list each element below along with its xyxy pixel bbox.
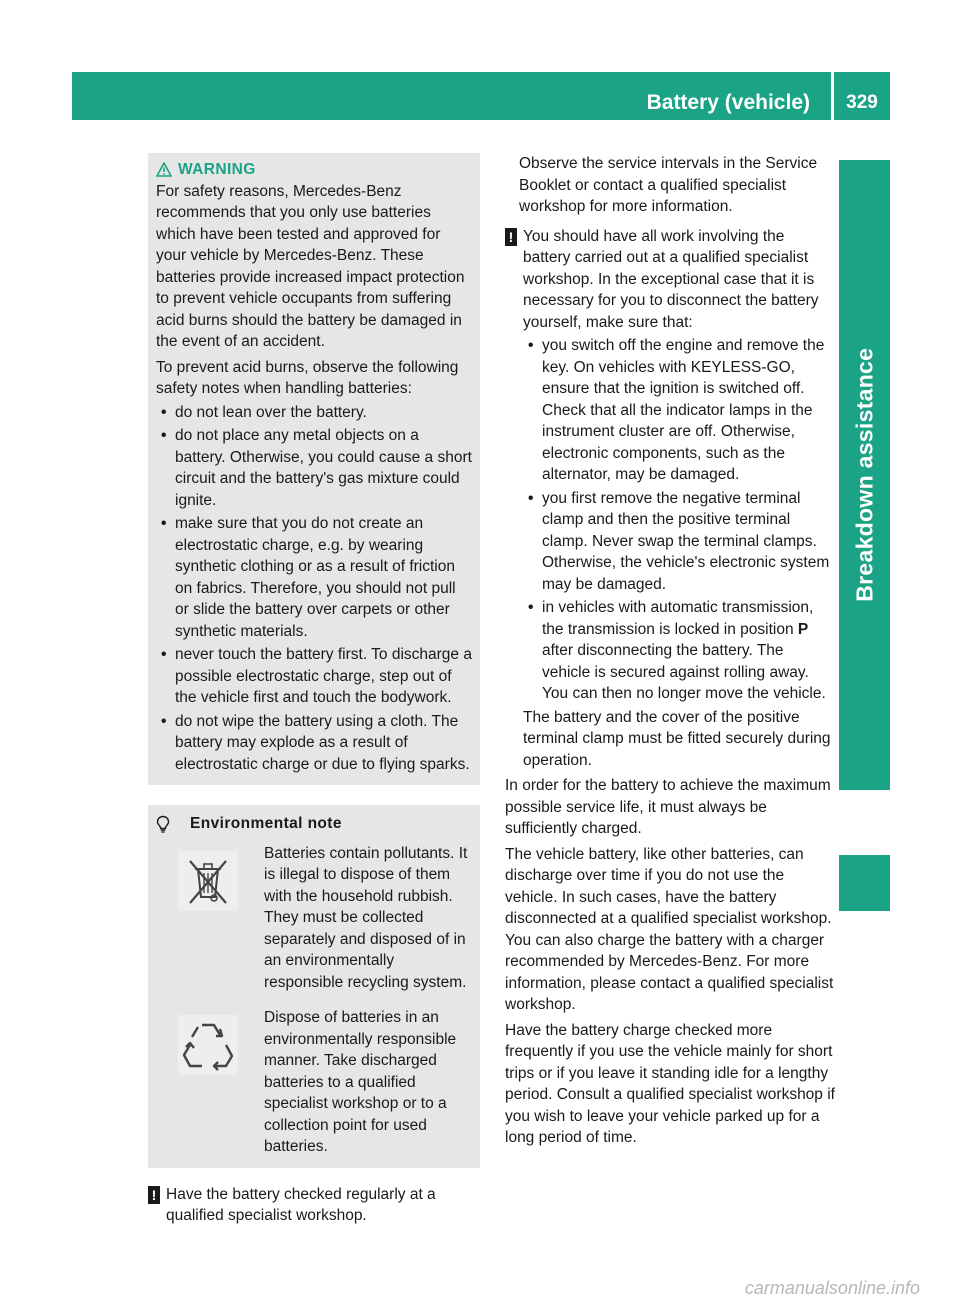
body-paragraph: In order for the battery to achieve the maximum possible service life, it must always be sufficiently charged. xyxy=(505,777,831,837)
right-column xyxy=(505,153,835,1149)
left-column xyxy=(148,153,480,1227)
warning-paragraph: For safety reasons, Mercedes-Benz recommends that you only use batteries which have been tested and approved for your vehicle by Mercedes-Benz. These batteries provide increased impact protection to prevent vehicle occupants from suffering acid burns should the battery be damaged in the event of an accident. xyxy=(156,182,465,350)
warning-bullet-list xyxy=(156,402,472,776)
section-tab-label: Breakdown assistance xyxy=(850,347,877,603)
note-closing: The battery and the cover of the positive terminal clamp must be fitted securely during operation. xyxy=(523,708,831,769)
list-item-text: never touch the battery first. To discharge a possible electrostatic charge, step out of the vehicle first and touch the bodywork. xyxy=(175,646,472,706)
environmental-row xyxy=(156,843,472,994)
environmental-note-box xyxy=(148,805,480,1168)
list-item-text: do not place any metal objects on a battery. Otherwise, you could cause a short circuit and the battery's gas mixture could ignite. xyxy=(175,427,472,509)
environmental-note-title: Environmental note xyxy=(190,815,342,832)
warning-box xyxy=(148,153,480,785)
environmental-text: Batteries contain pollutants. It is illegal to dispose of them with the household rubbish. They must be collected separately and disposed of in an environmentally responsible recycling system. xyxy=(264,844,468,991)
note-bullet-list xyxy=(523,335,835,705)
disconnect-note xyxy=(505,226,835,772)
warning-title: WARNING xyxy=(178,161,256,178)
list-item: • make sure that you do not create an electrostatic charge, e.g. by wearing synthetic clothing or as a result of friction on fabrics. Therefore, you should not pull or slide the battery over carpets or other synthetic materials. xyxy=(161,515,456,640)
list-item-text: make sure that you do not create an electrostatic charge, e.g. by wearing synthetic clothing or as a result of friction on fabrics. Therefore, you should not pull or slide the battery over carpets or other synthetic materials. xyxy=(175,515,456,640)
exclamation-icon: ! xyxy=(148,1186,160,1204)
maintenance-note xyxy=(148,1184,480,1227)
page-number: 329 xyxy=(846,92,878,113)
list-item: • do not wipe the battery using a cloth. The battery may explode as a result of electrostatic charge or due to flying sparks. xyxy=(161,712,470,773)
list-item: • never touch the battery first. To discharge a possible electrostatic charge, step out of the vehicle first and touch the bodywork. xyxy=(161,646,472,706)
intro-paragraph: Observe the service intervals in the Service Booklet or contact a qualified specialist workshop for more information. xyxy=(519,155,818,215)
header-bar xyxy=(72,72,890,120)
list-item-text: do not wipe the battery using a cloth. The battery may explode as a result of electrostatic charge or due to flying sparks. xyxy=(175,712,470,773)
gear-position-p: P xyxy=(797,620,809,638)
header-separator xyxy=(831,72,834,120)
exclamation-icon: ! xyxy=(505,228,517,246)
body-paragraph: The vehicle battery, like other batteries, can discharge over time if you do not use the vehicle. In such cases, have the battery disconnected at a qualified specialist workshop. You can also charge the battery with a charger recommended by Mercedes-Benz. For more information, please contact a qualified specialist workshop. xyxy=(505,845,834,1013)
note-text: Have the battery checked regularly at a qualified specialist workshop. xyxy=(166,1185,436,1224)
lightbulb-icon xyxy=(156,815,170,833)
recycle-icon xyxy=(178,1015,238,1075)
list-item: • you first remove the negative terminal clamp and then the positive terminal clamp. Never swap the terminal clamps. Otherwise, the vehicle's electronic system may be damaged. xyxy=(528,489,830,593)
list-item: • you switch off the engine and remove the key. On vehicles with KEYLESS-GO, ensure that the ignition is switched off. Check that all the indicator lamps in the instrument cluster are off. Otherwise, electronic components, such as the alternator, may be damaged. xyxy=(528,337,825,483)
list-item-text: in vehicles with automatic transmission, the transmission is locked in position P after disconnecting the battery. The vehicle is secured against rolling away. You can then no longer move the vehicle. xyxy=(542,599,826,702)
body-paragraph: Have the battery charge checked more frequently if you use the vehicle mainly for short trips or if you leave it standing idle for a lengthy period. Consult a qualified specialist workshop if you wish to leave your vehicle parked up for a long period of time. xyxy=(505,1021,835,1146)
crossed-bin-icon xyxy=(178,851,238,911)
section-tab[interactable] xyxy=(839,160,890,790)
warning-paragraph: To prevent acid burns, observe the following safety notes when handling batteries: xyxy=(156,358,459,397)
list-item-text: you switch off the engine and remove the key. On vehicles with KEYLESS-GO, ensure that the ignition is switched off. Check that all the indicator lamps in the instrument cluster are off. Otherwise, electronic components, such as the alternator, may be damaged. xyxy=(542,337,825,483)
footer-url: carmanualsonline.info xyxy=(744,1278,920,1298)
section-tab-marker xyxy=(839,855,890,911)
list-item: • do not place any metal objects on a battery. Otherwise, you could cause a short circuit and the battery's gas mixture could ignite. xyxy=(161,427,472,509)
environmental-text: Dispose of batteries in an environmentally responsible manner. Take discharged batteries to a qualified specialist workshop or to a collection point for used batteries. xyxy=(264,1009,457,1155)
page-title: Battery (vehicle) xyxy=(646,91,810,114)
warning-triangle-icon xyxy=(156,162,172,177)
list-item-text: you first remove the negative terminal clamp and then the positive terminal clamp. Never swap the terminal clamps. Otherwise, the vehicle's electronic system may be damaged. xyxy=(542,489,830,593)
environmental-row xyxy=(156,1007,472,1158)
note-text: You should have all work involving the battery carried out at a qualified specialist workshop. In the exceptional case that it is necessary for you to disconnect the battery yourself, make sure that: xyxy=(523,227,819,331)
list-item-text: do not lean over the battery. xyxy=(175,403,367,421)
list-item: • in vehicles with automatic transmission, the transmission is locked in position P after disconnecting the battery. The vehicle is secured against rolling away. You can then no longer move the vehicle. xyxy=(528,599,826,702)
list-item: • do not lean over the battery. xyxy=(161,403,367,421)
